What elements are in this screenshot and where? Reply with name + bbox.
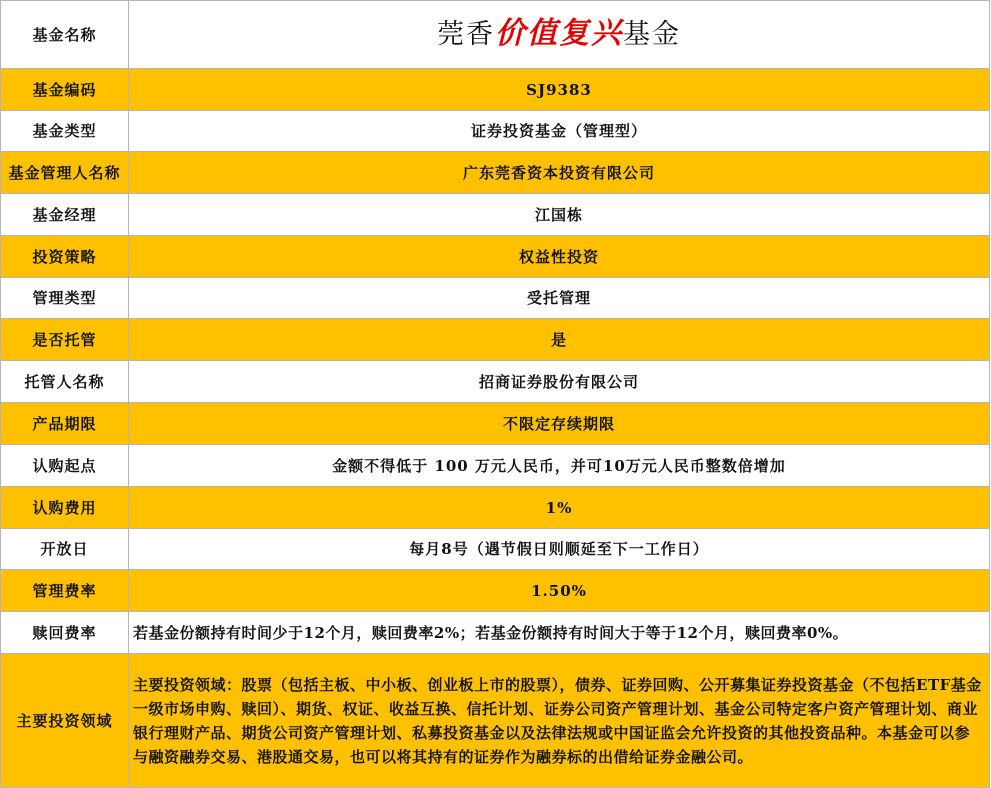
label-fund-manager: 基金经理 [1,194,129,236]
value-redemption-fee: 若基金份额持有时间少于12个月，赎回费率2%；若基金份额持有时间大于等于12个月，赎回费率0%。 [129,612,990,654]
row-manager-name [1,152,990,194]
label-fund-code: 基金编码 [1,69,129,111]
title-prefix: 莞香 [437,19,495,50]
label-term: 产品期限 [1,403,129,445]
label-custodian: 托管人名称 [1,361,129,403]
row-min-subscription [1,445,990,487]
value-fund-code: SJ9383 [129,69,990,111]
label-strategy: 投资策略 [1,236,129,278]
row-fund-manager [1,194,990,236]
fund-title [129,1,990,69]
label-redemption-fee: 赎回费率 [1,612,129,654]
value-term: 不限定存续期限 [129,403,990,445]
label-investment-scope: 主要投资领域 [1,654,129,788]
value-mgmt-type: 受托管理 [129,278,990,319]
value-investment-scope: 主要投资领域：股票（包括主板、中小板、创业板上市的股票），债券、证券回购、公开募集证券投资基金（不包括ETF基金一级市场申购、赎回）、期货、权证、收益互换、信托计划、证券公司资产管理计划、基金公司特定客户资产管理计划、商业银行理财产品、期货公司资产管理计划、私募投资基金以及法律法规或中国证监会允许投资的其他投资品种。本基金可以参与融资融券交易、港股通交易，也可以将其持有的证券作为融券标的出借给证券金融公司。 [129,654,990,788]
value-fund-manager: 江国栋 [129,194,990,236]
row-investment-scope [1,654,990,788]
row-term [1,403,990,445]
label-fund-name: 基金名称 [1,1,129,69]
row-fund-type [1,111,990,152]
value-mgmt-fee: 1.50% [129,570,990,612]
value-min-subscription: 金额不得低于 100 万元人民币，并可10万元人民币整数倍增加 [129,445,990,487]
label-min-subscription: 认购起点 [1,445,129,487]
value-fund-type: 证券投资基金（管理型） [129,111,990,152]
row-custody [1,319,990,361]
row-open-day [1,529,990,570]
label-custody: 是否托管 [1,319,129,361]
label-mgmt-type: 管理类型 [1,278,129,319]
row-fund-name [1,1,990,69]
row-mgmt-type [1,278,990,319]
value-custodian: 招商证券股份有限公司 [129,361,990,403]
label-manager-name: 基金管理人名称 [1,152,129,194]
row-strategy [1,236,990,278]
label-open-day: 开放日 [1,529,129,570]
value-strategy: 权益性投资 [129,236,990,278]
label-subscription-fee: 认购费用 [1,487,129,529]
row-mgmt-fee [1,570,990,612]
row-custodian [1,361,990,403]
title-highlight: 价值复兴 [495,16,623,51]
value-open-day: 每月8号（遇节假日则顺延至下一工作日） [129,529,990,570]
value-custody: 是 [129,319,990,361]
label-mgmt-fee: 管理费率 [1,570,129,612]
row-fund-code [1,69,990,111]
value-subscription-fee: 1% [129,487,990,529]
label-fund-type: 基金类型 [1,111,129,152]
row-subscription-fee [1,487,990,529]
title-suffix: 基金 [623,19,681,50]
value-manager-name: 广东莞香资本投资有限公司 [129,152,990,194]
row-redemption-fee [1,612,990,654]
